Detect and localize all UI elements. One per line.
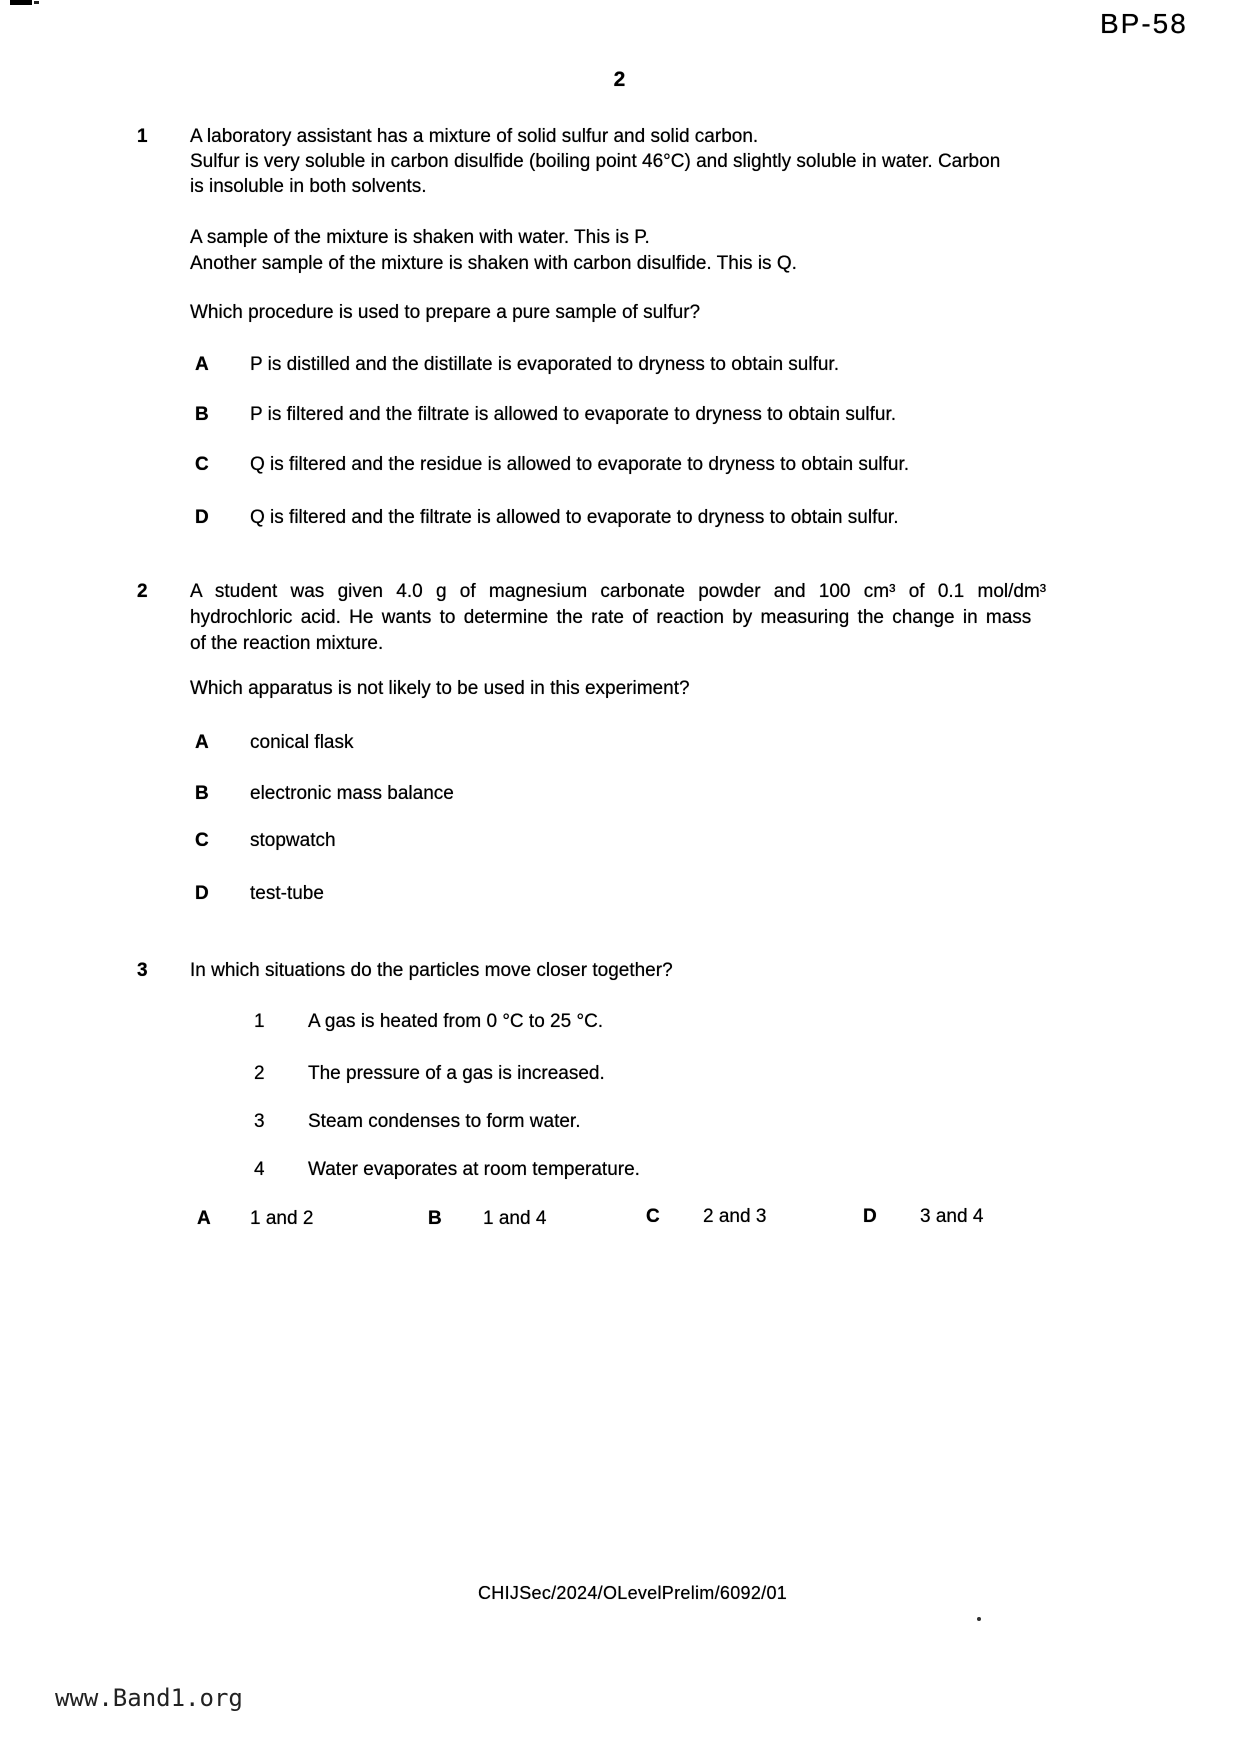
answer-option-text: 1 and 2 [250,1208,314,1229]
option-letter: D [195,507,209,528]
statement-number: 2 [254,1063,265,1084]
answer-option-letter: B [428,1208,442,1229]
question-text-line: Sulfur is very soluble in carbon disulfide (boiling point 46°C) and slightly soluble in water. Carbon [190,151,1001,172]
statement-text: Steam condenses to form water. [308,1111,581,1132]
option-letter: B [195,404,209,425]
question-prompt: Which procedure is used to prepare a pure sample of sulfur? [190,302,701,323]
statement-text: The pressure of a gas is increased. [308,1063,605,1084]
question-number: 3 [137,960,148,981]
option-text: Q is filtered and the filtrate is allowed to evaporate to dryness to obtain sulfur. [250,507,899,528]
statement-number: 1 [254,1011,265,1032]
question-number: 2 [137,581,148,602]
corner-code: BP-58 [1100,8,1188,39]
statement-number: 3 [254,1111,265,1132]
option-text: conical flask [250,732,354,753]
question-prompt: In which situations do the particles move closer together? [190,960,673,981]
option-letter: D [195,883,209,904]
statement-text: Water evaporates at room temperature. [308,1159,640,1180]
question-text-line: A student was given 4.0 g of magnesium carbonate powder and 100 cm³ of 0.1 mol/dm³ [190,581,1047,602]
option-text: P is filtered and the filtrate is allowed to evaporate to dryness to obtain sulfur. [250,404,897,425]
option-letter: A [195,732,209,753]
option-text: test-tube [250,883,324,904]
scan-artifact [34,1,39,4]
answer-option-letter: D [863,1206,877,1227]
scan-speck [977,1617,981,1621]
option-text: P is distilled and the distillate is evaporated to dryness to obtain sulfur. [250,354,839,375]
question-text-line: Another sample of the mixture is shaken with carbon disulfide. This is Q. [190,253,797,274]
option-letter: C [195,454,209,475]
scan-artifact [10,0,32,5]
answer-option-text: 3 and 4 [920,1206,984,1227]
option-text: electronic mass balance [250,783,454,804]
option-text: stopwatch [250,830,336,851]
footer-reference: CHIJSec/2024/OLevelPrelim/6092/01 [478,1583,788,1603]
question-prompt: Which apparatus is not likely to be used in this experiment? [190,678,690,699]
watermark: www.Band1.org [55,1684,243,1712]
page-number: 2 [613,68,626,91]
answer-option-text: 2 and 3 [703,1206,767,1227]
statement-number: 4 [254,1159,265,1180]
answer-option-letter: C [646,1206,660,1227]
statement-text: A gas is heated from 0 °C to 25 °C. [308,1011,604,1032]
answer-option-letter: A [197,1208,211,1229]
option-letter: C [195,830,209,851]
option-letter: A [195,354,209,375]
question-text-line: A sample of the mixture is shaken with water. This is P. [190,227,650,248]
option-letter: B [195,783,209,804]
question-text-line: hydrochloric acid. He wants to determine the rate of reaction by measuring the change in mass [190,607,1032,628]
question-text-line: of the reaction mixture. [190,633,384,654]
question-text-line: A laboratory assistant has a mixture of solid sulfur and solid carbon. [190,126,759,147]
question-number: 1 [137,126,148,147]
option-text: Q is filtered and the residue is allowed to evaporate to dryness to obtain sulfur. [250,454,910,475]
answer-option-text: 1 and 4 [483,1208,547,1229]
question-text-line: is insoluble in both solvents. [190,176,427,197]
